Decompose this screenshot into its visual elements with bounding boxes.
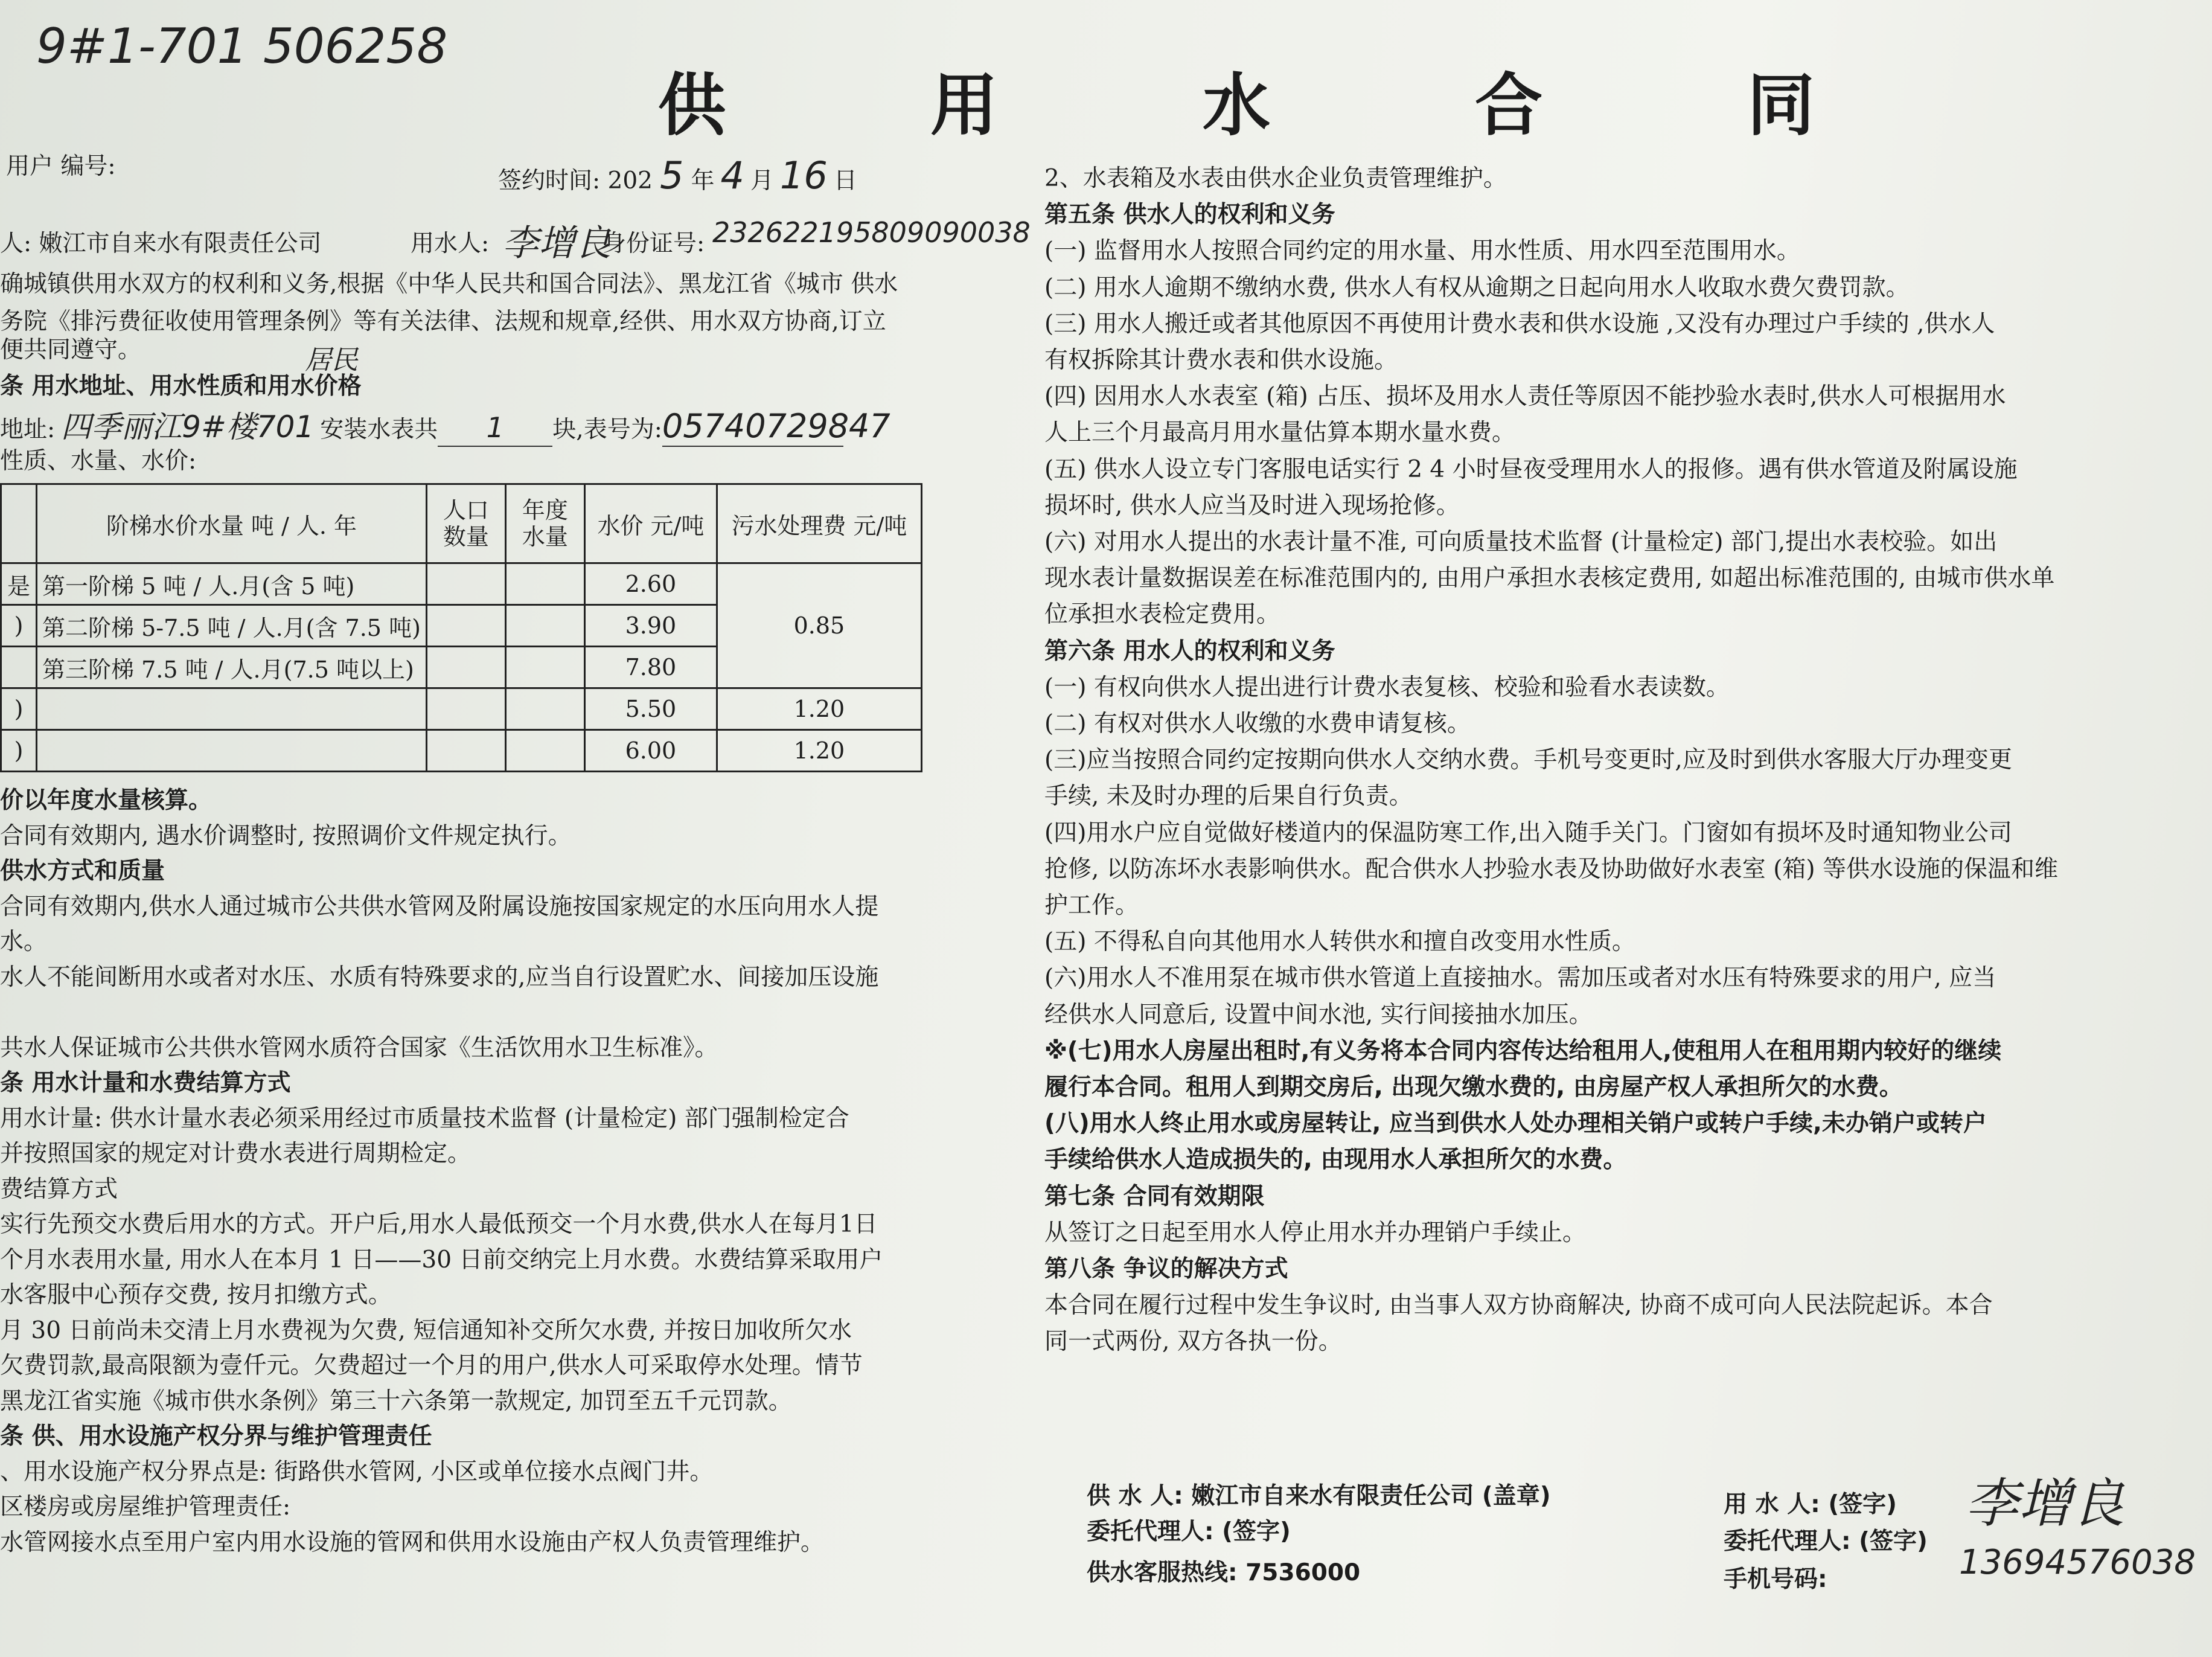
sign-month: 4 (720, 153, 744, 197)
article-2-heading: 条 用水地址、用水性质和用水价格 (0, 373, 362, 400)
year-unit: 年 (691, 167, 715, 194)
body-line: (三) 用水人搬迁或者其他原因不再使用计费水表和供水设施 ,又没有办理过户手续的 ,供水人 (1044, 310, 1995, 338)
tier-2: 第二阶梯 5-7.5 吨 / 人.月(含 7.5 吨) (37, 605, 427, 647)
annual-cell (505, 688, 584, 730)
handwritten-code: 9#1-701 506258 (36, 18, 448, 74)
user-sign-handwritten: 李增良 (1965, 1472, 2125, 1534)
address-handwritten: 四季丽江9#楼701 (61, 409, 315, 444)
shared-sewage-cell: 0.85 (717, 563, 921, 688)
annual-cell (505, 605, 584, 647)
sewage-cell: 1.20 (717, 688, 921, 730)
table-side-header (1, 484, 37, 563)
user-number-label: 用户 编号: (6, 153, 116, 180)
water-price-table (0, 483, 922, 772)
hotline: 供水客服热线: 7536000 (1087, 1559, 1361, 1586)
body-line: 合同有效期内, 遇水价调整时, 按照调价文件规定执行。 (0, 822, 572, 850)
page-title: 供 用 水 合 同 (658, 66, 1905, 145)
meter-count-label: 安装水表共 (320, 416, 438, 443)
phone-label: 手机号码: (1724, 1566, 1827, 1593)
body-line: 经供水人同意后, 设置中间水池, 实行间接抽水加压。 (1044, 1001, 1593, 1028)
table-header-price: 水价 元/吨 (584, 484, 717, 563)
body-line: 费结算方式 (0, 1175, 118, 1203)
section-heading: 条 供、用水设施产权分界与维护管理责任 (0, 1423, 432, 1450)
body-line: (四) 因用水人水表室 (箱) 占压、损坏及用水人责任等原因不能抄验水表时,供水人可根据用水 (1044, 383, 2006, 411)
body-line: 月 30 日前尚未交清上月水费视为欠费, 短信通知补交所欠水费, 并按日加收所欠水 (0, 1316, 852, 1344)
meter-number-handwritten: 05740729847 (662, 407, 890, 445)
tier-cell (37, 730, 427, 772)
sign-time-label: 签约时间: 202 (498, 167, 653, 194)
meter-count-handwritten: 1 (486, 411, 504, 444)
body-line: 水客服中心预存交费, 按月扣缴方式。 (0, 1281, 392, 1309)
address-label: 地址: (0, 416, 56, 443)
price-cell: 3.90 (584, 605, 717, 647)
id-number-handwritten: 232622195809090038 (712, 216, 1031, 249)
nature-line: 性质、水量、水价: (0, 447, 197, 475)
sign-day: 16 (779, 153, 828, 197)
address-line (0, 407, 890, 447)
body-line: 损坏时, 供水人应当及时进入现场抢修。 (1044, 492, 1460, 519)
population-cell (426, 730, 505, 772)
table-side-mark: 是 (1, 563, 37, 605)
phone-handwritten: 13694576038 (1959, 1543, 2196, 1582)
body-line: 共水人保证城市公共供水管网水质符合国家《生活饮用水卫生标准》。 (0, 1034, 718, 1062)
body-line: 人上三个月最高月用水量估算本期水量水费。 (1044, 419, 1516, 447)
body-line: (二) 有权对供水人收缴的水费申请复核。 (1044, 710, 1471, 737)
section-heading: 第五条 供水人的权利和义务 (1044, 201, 1335, 229)
body-line: 黑龙江省实施《城市供水条例》第三十六条第一款规定, 加罚至五千元罚款。 (0, 1387, 792, 1415)
user-label: 用水人: (411, 230, 490, 257)
body-line: (二) 用水人逾期不缴纳水费, 供水人有权从逾期之日起向用水人收取水费欠费罚款。 (1044, 274, 1910, 301)
table-header-population: 人口数量 (426, 484, 505, 563)
preamble-line-2: 务院《排污费征收使用管理条例》等有关法律、法规和规章,经供、用水双方协商,订立 (0, 308, 886, 335)
body-line: 本合同在履行过程中发生争议时, 由当事人双方协商解决, 协商不成可向人民法院起诉。本合 (1044, 1292, 1993, 1319)
table-side-mark (1, 647, 37, 688)
section-heading: 供水方式和质量 (0, 857, 165, 885)
table-header-tier: 阶梯水价水量 吨 / 人. 年 (37, 484, 427, 563)
price-cell: 6.00 (584, 730, 717, 772)
body-line: (六)用水人不准用泵在城市供水管道上直接抽水。需加压或者对水压有特殊要求的用户, 应当 (1044, 964, 1996, 992)
population-cell (426, 605, 505, 647)
residential-mark: 居民 (305, 345, 358, 376)
body-line: 水管网接水点至用户室内用水设施的管网和供用水设施由产权人负责管理维护。 (0, 1528, 825, 1556)
body-line: (四)用水户应自觉做好楼道内的保温防寒工作,出入随手关门。门窗如有损坏及时通知物业公司 (1044, 819, 2012, 847)
section-heading: 价以年度水量核算。 (0, 787, 213, 814)
month-unit: 月 (750, 167, 774, 194)
section-heading: 第八条 争议的解决方式 (1044, 1255, 1288, 1283)
section-heading: 条 用水计量和水费结算方式 (0, 1069, 291, 1097)
table-row (1, 688, 922, 730)
body-line: 并按照国家的规定对计费水表进行周期检定。 (0, 1140, 471, 1167)
id-label: 身份证号: (603, 230, 705, 257)
annual-cell (505, 647, 584, 688)
price-cell: 5.50 (584, 688, 717, 730)
section-heading: 第七条 合同有效期限 (1044, 1182, 1265, 1210)
body-line: 同一式两份, 双方各执一份。 (1044, 1328, 1342, 1356)
population-cell (426, 647, 505, 688)
section-heading: ※(七)用水人房屋出租时,有义务将本合同内容传达给租用人,使租用人在租用期内较好的继续 (1044, 1037, 2002, 1065)
body-line: (五) 供水人设立专门客服电话实行 2 4 小时昼夜受理用水人的报修。遇有供水管道及附属设施 (1044, 455, 2018, 483)
body-line: (一) 有权向供水人提出进行计费水表复核、校验和验看水表读数。 (1044, 673, 1730, 701)
table-side-mark: ) (1, 605, 37, 647)
body-line: (三)应当按照合同约定按期向供水人交纳水费。手机号变更时,应及时到供水客服大厅办理变更 (1044, 746, 2012, 774)
user-name-handwritten: 李增良 (502, 222, 611, 264)
table-side-mark: ) (1, 688, 37, 730)
table-row (1, 730, 922, 772)
sewage-cell: 1.20 (717, 730, 921, 772)
section-heading: 第六条 用水人的权利和义务 (1044, 637, 1335, 665)
body-line: (六) 对用水人提出的水表计量不准, 可向质量技术监督 (计量检定) 部门,提出水表校验。如出 (1044, 528, 1998, 556)
section-heading: 履行本合同。租用人到期交房后, 出现欠缴水费的, 由房屋产权人承担所欠的水费。 (1044, 1074, 1903, 1101)
body-line: 水人不能间断用水或者对水压、水质有特殊要求的,应当自行设置贮水、间接加压设施 (0, 963, 879, 991)
body-line: 现水表计量数据误差在标准范围内的, 由用户承担水表核定费用, 如超出标准范围的, 由城市供水单 (1044, 565, 2055, 592)
body-line: 有权拆除其计费水表和供水设施。 (1044, 347, 1398, 374)
table-side-mark: ) (1, 730, 37, 772)
day-unit: 日 (833, 167, 857, 194)
body-line: (五) 不得私自向其他用水人转供水和擅自改变用水性质。 (1044, 928, 1635, 956)
table-header-annual: 年度水量 (505, 484, 584, 563)
body-line: 欠费罚款,最高限额为壹仟元。欠费超过一个月的用户,供水人可采取停水处理。情节 (0, 1352, 863, 1379)
population-cell (426, 688, 505, 730)
body-line: 用水计量: 供水计量水表必须采用经过市质量技术监督 (计量检定) 部门强制检定合 (0, 1104, 849, 1132)
meter-count-blank (438, 412, 552, 447)
body-line: 、用水设施产权分界点是: 街路供水管网, 小区或单位接水点阀门井。 (0, 1458, 714, 1486)
annual-cell (505, 730, 584, 772)
tier-cell (37, 688, 427, 730)
preamble-line-1: 确城镇供用水双方的权利和义务,根据《中华人民共和国合同法》、黑龙江省《城市 供水 (0, 271, 898, 298)
table-header-sewage: 污水处理费 元/吨 (717, 484, 921, 563)
body-line: 位承担水表检定费用。 (1044, 601, 1280, 629)
body-line: 从签订之日起至用水人停止用水并办理销户手续止。 (1044, 1219, 1587, 1246)
user-signature: 用 水 人: (签字) (1724, 1491, 1897, 1518)
annual-cell (505, 563, 584, 605)
body-line: 合同有效期内,供水人通过城市公共供水管网及附属设施按国家规定的水压向用水人提 (0, 893, 879, 920)
price-cell: 7.80 (584, 647, 717, 688)
body-line: 抢修, 以防冻坏水表影响供水。配合供水人抄验水表及协助做好水表室 (箱) 等供水设施的保温和维 (1044, 855, 2059, 883)
body-line: (一) 监督用水人按照合同约定的用水量、用水性质、用水四至范围用水。 (1044, 237, 1800, 265)
tier-1: 第一阶梯 5 吨 / 人.月(含 5 吨) (37, 563, 427, 605)
sign-time (498, 153, 857, 197)
tier-3: 第三阶梯 7.5 吨 / 人.月(7.5 吨以上) (37, 647, 427, 688)
user-agent: 委托代理人: (签字) (1724, 1528, 1928, 1555)
meter-number-label: 块,表号为: (552, 416, 662, 443)
meter-number-blank (662, 407, 890, 447)
supplier-agent: 委托代理人: (签字) (1087, 1518, 1291, 1545)
body-line: 区楼房或房屋维护管理责任: (0, 1493, 291, 1521)
price-cell: 2.60 (584, 563, 717, 605)
table-header-row (1, 484, 922, 563)
supplier-line: 人: 嫩江市自来水有限责任公司 (0, 230, 322, 257)
section-heading: 手续给供水人造成损失的, 由现用水人承担所欠的水费。 (1044, 1146, 1627, 1174)
sign-year: 5 (659, 153, 684, 197)
body-line: 个月水表用水量, 用水人在本月 1 日——30 日前交纳完上月水费。水费结算采取用户 (0, 1246, 883, 1274)
body-line: 水。 (0, 928, 48, 955)
supplier-signature: 供 水 人: 嫩江市自来水有限责任公司 (盖章) (1087, 1482, 1551, 1510)
body-line: 手续, 未及时办理的后果自行负责。 (1044, 783, 1413, 810)
body-line: 实行先预交水费后用水的方式。开户后,用水人最低预交一个月水费,供水人在每月1日 (0, 1211, 878, 1238)
body-line: 2、水表箱及水表由供水企业负责管理维护。 (1044, 165, 1507, 192)
section-heading: (八)用水人终止用水或房屋转让, 应当到供水人处办理相关销户或转户手续,未办销户或转户 (1044, 1110, 1987, 1138)
preamble-line-3: 便共同遵守。 (0, 336, 142, 364)
table-row (1, 563, 922, 605)
population-cell (426, 563, 505, 605)
body-line: 护工作。 (1044, 892, 1139, 919)
